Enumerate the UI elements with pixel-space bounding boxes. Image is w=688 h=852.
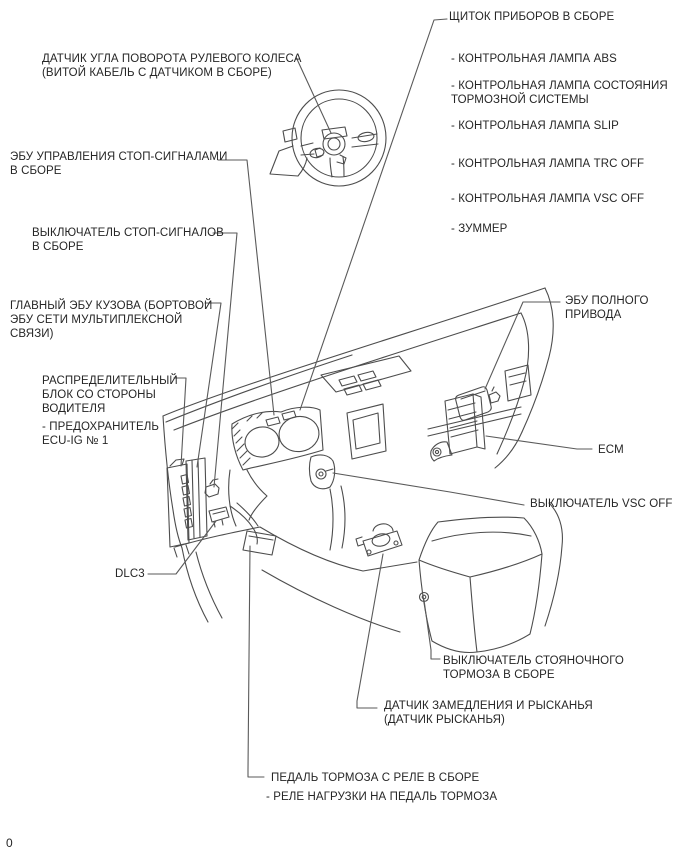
vsc-off-switch-drawing [310, 455, 335, 489]
ecm-drawing [428, 387, 521, 461]
label-line: ЭБУ СЕТИ МУЛЬТИПЛЕКСНОЙ [10, 314, 183, 326]
label-awd-ecu [565, 294, 649, 322]
leader-stop-light-switch [213, 233, 237, 487]
label-line: СВЯЗИ) [10, 328, 54, 340]
label-line: ECU-IG № 1 [42, 435, 109, 447]
label-driver-side-junction-block [42, 374, 178, 416]
label-vsc-off-warning-lamp [451, 192, 644, 206]
label-line: ВОДИТЕЛЯ [42, 403, 106, 415]
label-line: (ДАТЧИК РЫСКАНЬЯ) [384, 714, 505, 726]
brake-pedal-drawing [230, 503, 276, 555]
label-line: ТОРМОЗА В СБОРЕ [443, 669, 555, 681]
label-line: - РЕЛЕ НАГРУЗКИ НА ПЕДАЛЬ ТОРМОЗА [266, 791, 498, 803]
floor-lines-drawing [175, 527, 417, 632]
center-vents-drawing [321, 356, 531, 459]
label-line: ДАТЧИК ЗАМЕДЛЕНИЯ И РЫСКАНЬЯ [384, 700, 593, 712]
label-steering-angle-sensor [42, 52, 301, 80]
label-line: ВЫКЛЮЧАТЕЛЬ СТОЯНОЧНОГО [443, 655, 624, 667]
label-slip-warning-lamp [451, 119, 619, 133]
label-ecu-ig-fuse [42, 420, 159, 448]
label-main-body-ecu [10, 299, 212, 341]
label-line: ЭБУ УПРАВЛЕНИЯ СТОП-СИГНАЛАМИ [10, 151, 228, 163]
label-line: - КОНТРОЛЬНАЯ ЛАМПА SLIP [451, 120, 619, 132]
leader-vsc-off-switch [333, 473, 524, 505]
label-abs-warning-lamp [451, 52, 617, 66]
label-vsc-off-switch [530, 497, 673, 511]
label-line: - КОНТРОЛЬНАЯ ЛАМПА СОСТОЯНИЯ [451, 80, 668, 92]
label-brake-status-warning-lamp [451, 79, 668, 107]
yaw-rate-sensor-drawing [356, 524, 402, 556]
label-dlc3 [115, 567, 145, 581]
leader-yaw-rate-sensor [357, 554, 383, 708]
label-brake-pedal-relay [271, 771, 479, 785]
label-parking-brake-switch [443, 654, 624, 682]
label-line: ECM [598, 444, 624, 456]
label-line: В СБОРЕ [32, 241, 84, 253]
label-line: (ВИТОЙ КАБЕЛЬ С ДАТЧИКОМ В СБОРЕ) [42, 67, 272, 79]
label-line: - ПРЕДОХРАНИТЕЛЬ [42, 421, 160, 433]
label-line: ДАТЧИК УГЛА ПОВОРОТА РУЛЕВОГО КОЛЕСА [42, 53, 302, 65]
label-line: - КОНТРОЛЬНАЯ ЛАМПА TRC OFF [451, 158, 645, 170]
instrument-cluster-drawing [232, 407, 323, 470]
label-line: ВЫКЛЮЧАТЕЛЬ СТОП-СИГНАЛОВ [32, 227, 224, 239]
label-line: ПЕДАЛЬ ТОРМОЗА С РЕЛЕ В СБОРЕ [271, 772, 480, 784]
stop-light-switch-drawing [205, 479, 219, 497]
label-line: ВЫКЛЮЧАТЕЛЬ VSC OFF [530, 498, 673, 510]
label-line: В СБОРЕ [10, 165, 62, 177]
leader-stop-light-control-ecu [218, 160, 274, 415]
page-number: 0 [6, 836, 13, 850]
label-stop-light-control-ecu [10, 150, 227, 178]
label-line: ЩИТОК ПРИБОРОВ В СБОРЕ [449, 11, 615, 23]
label-stop-light-switch [32, 226, 224, 254]
label-buzzer [451, 222, 507, 236]
label-pedal-load-relay [266, 790, 497, 804]
label-line: ЭБУ ПОЛНОГО [565, 295, 649, 307]
label-line: БЛОК СО СТОРОНЫ [42, 389, 156, 401]
steering-wheel-drawing [270, 90, 386, 186]
dlc3-connector-drawing [209, 507, 229, 527]
label-line: - КОНТРОЛЬНАЯ ЛАМПА VSC OFF [451, 193, 645, 205]
leader-instrument-cluster [300, 19, 447, 410]
label-line: РАСПРЕДЕЛИТЕЛЬНЫЙ [42, 375, 178, 387]
label-line: DLC3 [115, 568, 145, 580]
leader-brake-pedal [248, 546, 264, 777]
label-line: - ЗУММЕР [451, 223, 508, 235]
label-line: ТОРМОЗНОЙ СИСТЕМЫ [451, 94, 589, 106]
label-line: - КОНТРОЛЬНАЯ ЛАМПА ABS [451, 53, 617, 65]
label-yaw-rate-sensor [384, 699, 593, 727]
label-ecm [598, 443, 624, 457]
label-line: ГЛАВНЫЙ ЭБУ КУЗОВА (БОРТОВОЙ [10, 300, 213, 312]
leader-parking-brake-switch [424, 600, 440, 659]
label-trc-off-warning-lamp [451, 157, 644, 171]
label-instrument-cluster [449, 10, 614, 24]
center-console-drawing [419, 503, 562, 653]
label-line: ПРИВОДА [565, 309, 622, 321]
